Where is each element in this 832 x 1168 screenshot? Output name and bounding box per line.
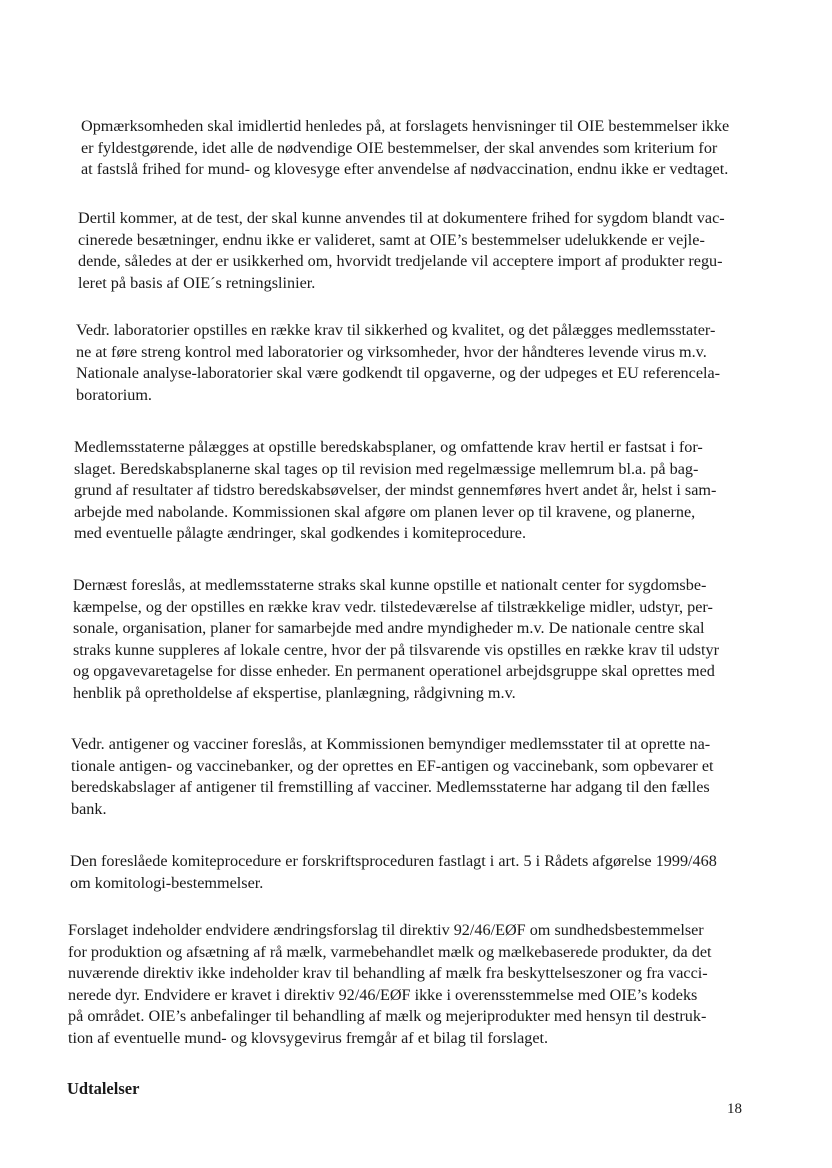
paragraph-milk-directive [68,920,712,1049]
text-line: for produktion og afsætning af rå mælk, varmebehandlet mælk og mælkebaserede produkter, da det [68,942,712,961]
text-line: beredskabslager af antigener til fremstilling af vacciner. Medlemsstaterne har adgang til den fælles [71,778,710,796]
paragraph-oie-references [81,116,729,181]
text-line: tion af eventuelle mund- og klovsygevirus fremgår af et bilag til forslaget. [68,1028,549,1047]
text-line: om komitologi-bestemmelser. [70,873,264,892]
text-line: Den foreslåede komiteprocedure er forskriftsproceduren fastlagt i art. 5 i Rådets afgørelse 1999/468 [70,852,717,870]
text-line: henblik på opretholdelse af ekspertise, planlægning, rådgivning m.v. [73,683,516,702]
text-line: med eventuelle pålagte ændringer, skal godkendes i komiteprocedure. [74,524,527,542]
paragraph-disease-control-centres [73,575,719,704]
section-heading: Udtalelser [67,1079,140,1098]
text-line: Nationale analyse-laboratorier skal være godkendt til opgaverne, og der udpeges et EU referencela- [76,364,721,382]
text-line: dende, således at der er usikkerhed om, hvorvidt tredjelande vil acceptere import af produkter regu- [78,252,723,270]
text-line: nerede dyr. Endvidere er kravet i direktiv 92/46/EØF ikke i overensstemmelse med OIE’s kodeks [68,985,698,1004]
page-number: 18 [727,1101,742,1117]
text-line: Vedr. laboratorier opstilles en række krav til sikkerhed og kvalitet, og det pålægges medlemsstater- [76,321,716,339]
text-line: grund af resultater af tidstro beredskabsøvelser, der mindst gennemføres hvert andet år, helst i sam- [74,481,717,499]
text-line: slaget. Beredskabsplanerne skal tages op til revision med regelmæssige mellemrum bl.a. på bag- [74,459,699,478]
paragraph-antigen-vaccine-banks [71,734,714,820]
paragraph-laboratories [76,320,720,406]
text-line: Vedr. antigener og vacciner foreslås, at Kommissionen bemyndiger medlemsstater til at oprette na- [71,735,711,753]
paragraph-test-validation [78,208,725,294]
text-line: og opgavevaretagelse for disse enheder. En permanent operationel arbejdsgruppe skal oprettes med [73,662,715,680]
text-line: Forslaget indeholder endvidere ændringsforslag til direktiv 92/46/EØF om sundhedsbestemmelser [68,921,704,939]
text-line: Dertil kommer, at de test, der skal kunne anvendes til at dokumentere frihed for sygdom blandt vac- [78,209,725,227]
text-line: arbejde med nabolande. Kommissionen skal afgøre om planen lever op til kravene, og planerne, [74,502,696,521]
text-line: ne at føre streng kontrol med laboratorier og virksomheder, hvor der håndteres levende virus m.v. [76,342,707,361]
text-line: bank. [71,799,107,818]
text-line: tionale antigen- og vaccinebanker, og der oprettes en EF-antigen og vaccinebank, som opbevarer et [71,756,714,775]
text-line: Medlemsstaterne pålægges at opstille beredskabsplaner, og omfattende krav hertil er fastsat i for- [74,438,703,456]
text-line: er fyldestgørende, idet alle de nødvendige OIE bestemmelser, der skal anvendes som kriterium for [81,138,718,157]
text-line: på området. OIE’s anbefalinger til behandling af mælk og mejeriprodukter med hensyn til destruk- [68,1007,707,1025]
text-line: boratorium. [76,385,152,404]
paragraph-contingency-plans [74,437,716,545]
text-line: Dernæst foreslås, at medlemsstaterne straks skal kunne opstille et nationalt center for sygdomsbe- [73,576,707,594]
text-line: straks kunne suppleres af lokale centre, hvor der på tilsvarende vis opstilles en række krav til udstyr [73,640,719,659]
text-line: at fastslå frihed for mund- og klovesyge efter anvendelse af nødvaccination, endnu ikke er vedtaget. [81,160,729,178]
text-line: kæmpelse, og der opstilles en række krav vedr. tilstedeværelse af tilstrækkelige midler, udstyr, per- [73,597,713,616]
text-line: nuværende direktiv ikke indeholder krav til behandling af mælk fra beskyttelseszoner og fra vacci- [68,964,708,982]
text-line: leret på basis af OIE´s retningslinier. [78,273,316,292]
text-line: cinerede besætninger, endnu ikke er valideret, samt at OIE’s bestemmelser udelukkende er vejle- [78,230,705,249]
paragraph-committee-procedure [70,851,717,894]
text-line: sonale, organisation, planer for samarbejde med andre myndigheder m.v. De nationale centre skal [73,619,705,637]
text-line: Opmærksomheden skal imidlertid henledes på, at forslagets henvisninger til OIE bestemmelser ikke [81,117,730,135]
